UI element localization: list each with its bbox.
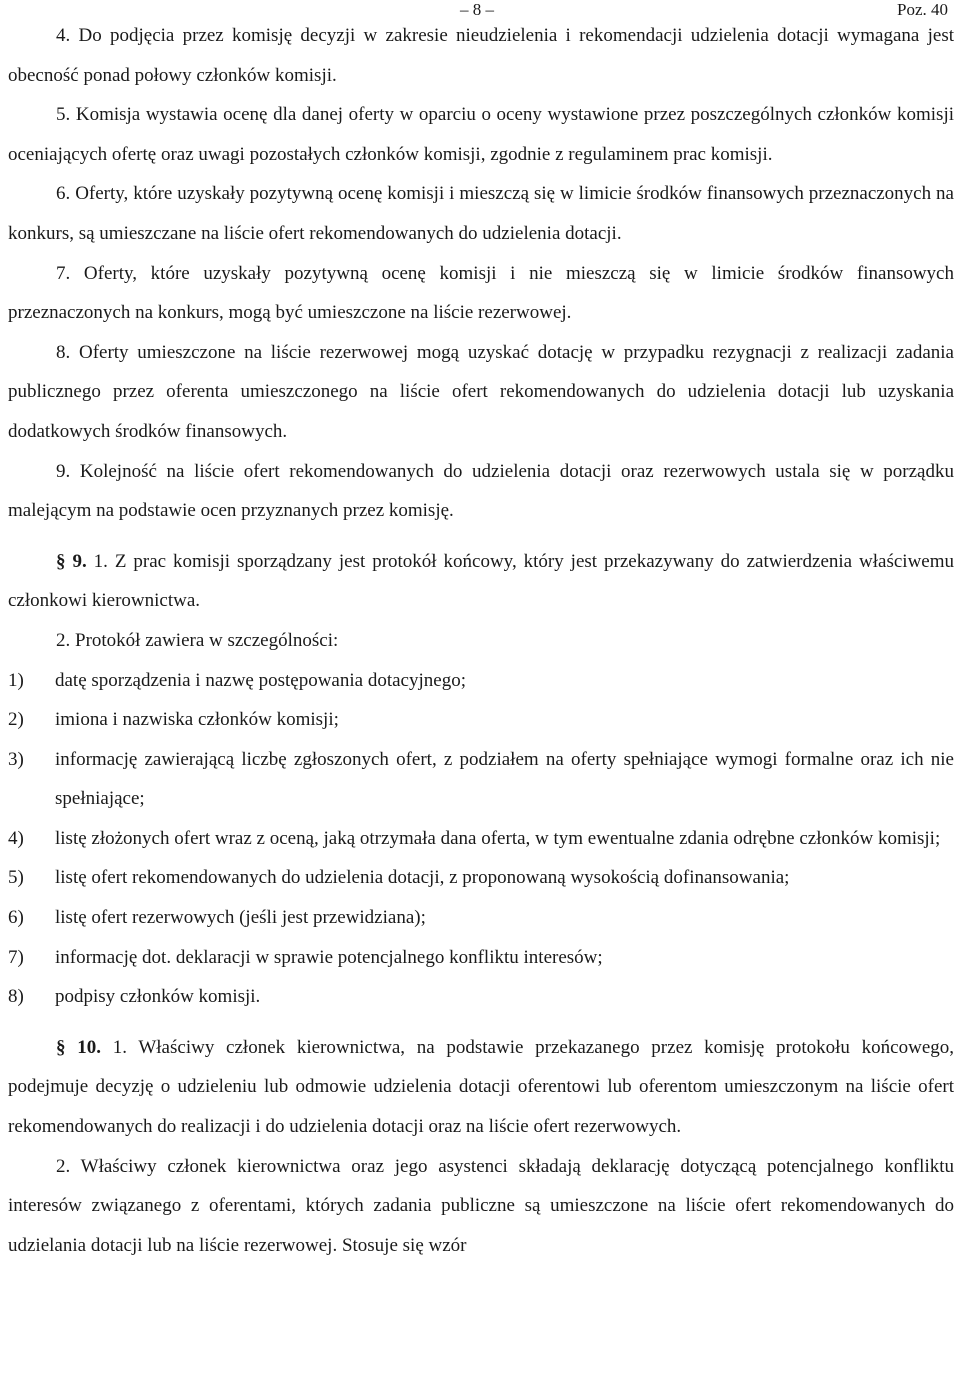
- section-10-text-1: 1. Właściwy członek kierownictwa, na podstawie przekazanego przez komisję protokołu końcowego, podejmuje decyzję o udzieleniu lub odmowie udzielenia dotacji oferentowi lub oferentom umieszczonym na liście ofert rekomendowanych do realizacji i do udzielenia dotacji oraz na liście ofert rezerwowych.: [8, 1036, 954, 1138]
- list-item-text: listę ofert rezerwowych (jeśli jest przewidziana);: [55, 907, 426, 929]
- paragraph-5: 5. Komisja wystawia ocenę dla danej oferty w oparciu o oceny wystawione przez poszczególnych członków komisji oceniających ofertę oraz uwagi pozostałych członków komisji, zgodnie z regulaminem prac komisji.: [8, 104, 954, 165]
- section-9-number: § 9.: [56, 550, 87, 572]
- paragraph-8: 8. Oferty umieszczone na liście rezerwowej mogą uzyskać dotację w przypadku rezygnacji z realizacji zadania publicznego przez oferenta umieszczonego na liście ofert rekomendowanych do udzielenia dotacji lub uzyskania dodatkowych środków finansowych.: [8, 341, 954, 442]
- list-item-text: listę złożonych ofert wraz z oceną, jaką otrzymała dana oferta, w tym ewentualne zdania odrębne członków komisji;: [55, 827, 941, 849]
- list-item-number: 8): [8, 986, 24, 1008]
- paragraph-7: 7. Oferty, które uzyskały pozytywną ocenę komisji i nie mieszczą się w limicie środków finansowych przeznaczonych na konkurs, mogą być umieszczone na liście rezerwowej.: [8, 262, 954, 324]
- paragraph-9: 9. Kolejność na liście ofert rekomendowanych do udzielenia dotacji oraz rezerwowych ustala się w porządku malejącym na podstawie ocen przyznanych przez komisję.: [8, 460, 954, 522]
- section-10-number: § 10.: [56, 1036, 101, 1058]
- list-item-text: imiona i nazwiska członków komisji;: [55, 709, 339, 731]
- list-item-number: 2): [8, 709, 24, 731]
- section-9-text-1: 1. Z prac komisji sporządzany jest protokół końcowy, który jest przekazywany do zatwierdzenia właściwemu członkowi kierownictwa.: [8, 550, 954, 612]
- list-item-text: informację dot. deklaracji w sprawie potencjalnego konfliktu interesów;: [55, 946, 603, 968]
- protocol-contents-list: [8, 661, 954, 1017]
- list-item: [8, 898, 954, 938]
- list-item: [8, 938, 954, 978]
- page-number: – 8 –: [460, 0, 494, 19]
- list-item-number: 3): [8, 748, 24, 770]
- list-item-number: 1): [8, 669, 24, 691]
- list-item-number: 4): [8, 827, 24, 849]
- section-9-paragraph-1: [8, 542, 954, 621]
- list-item: [8, 977, 954, 1017]
- position-number: Poz. 40: [897, 0, 948, 19]
- list-item-text: podpisy członków komisji.: [55, 986, 261, 1008]
- list-item: [8, 858, 954, 898]
- paragraph-4: 4. Do podjęcia przez komisję decyzji w zakresie nieudzielenia i rekomendacji udzielenia dotacji wymagana jest obecność ponad połowy członków komisji.: [8, 25, 954, 86]
- list-item-text: listę ofert rekomendowanych do udzielenia dotacji, z proponowaną wysokością dofinansowania;: [55, 867, 790, 889]
- list-item: [8, 740, 954, 819]
- list-item-text: datę sporządzenia i nazwę postępowania dotacyjnego;: [55, 669, 466, 691]
- paragraph-6: 6. Oferty, które uzyskały pozytywną ocenę komisji i mieszczą się w limicie środków finansowych przeznaczonych na konkurs, są umieszczane na liście ofert rekomendowanych do udzielenia dotacji.: [8, 183, 954, 244]
- list-item-number: 6): [8, 907, 24, 929]
- list-item-number: 5): [8, 867, 24, 889]
- list-item-text: informację zawierającą liczbę zgłoszonych ofert, z podziałem na oferty spełniające wymogi formalne oraz ich nie spełniające;: [55, 748, 954, 810]
- section-10-paragraph-2: 2. Właściwy członek kierownictwa oraz jego asystenci składają deklarację dotyczącą potencjalnego konfliktu interesów związanego z oferentami, których zadania publiczne są umieszczone na liście ofert rekomendowanych do udzielania dotacji lub na liście rezerwowej. Stosuje się wzór: [8, 1155, 954, 1256]
- list-item: [8, 819, 954, 859]
- list-item-number: 7): [8, 946, 24, 968]
- section-10-paragraph-1: [8, 1028, 954, 1147]
- list-item: [8, 661, 954, 701]
- document-body: [8, 16, 954, 1265]
- list-item: [8, 700, 954, 740]
- section-9-paragraph-2: 2. Protokół zawiera w szczególności:: [56, 629, 339, 651]
